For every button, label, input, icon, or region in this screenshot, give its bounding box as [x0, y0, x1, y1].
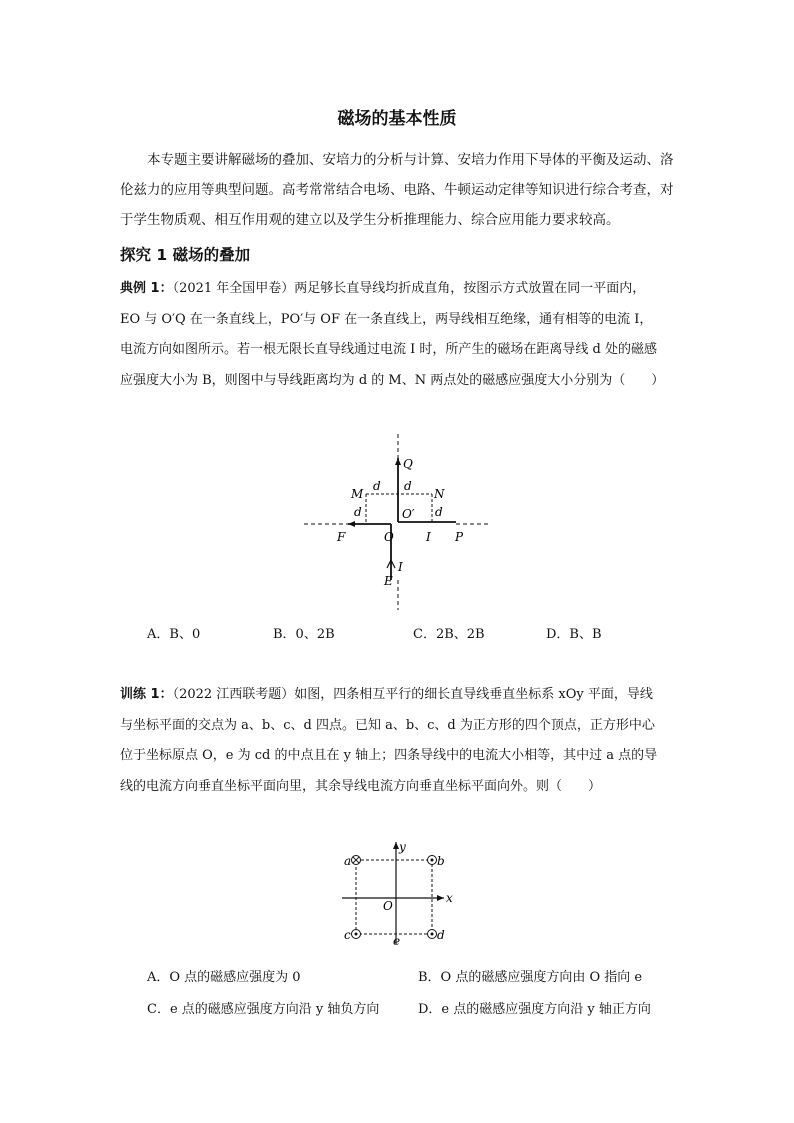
training-1-option-b[interactable]: B．O 点的磁感应强度方向由 O 指向 e	[418, 970, 643, 985]
label-d-right: d	[435, 505, 443, 519]
training-1-option-a[interactable]: A．O 点的磁感应强度为 0	[147, 970, 301, 985]
label-d: d	[437, 928, 445, 942]
label-d-left: d	[354, 505, 362, 519]
label-b: b	[437, 854, 445, 868]
wire-a-into-page-icon	[352, 856, 361, 865]
wire-b-out-of-page-icon	[428, 856, 437, 865]
label-e: E	[384, 574, 393, 588]
label-e: e	[393, 934, 401, 948]
page-title: 磁场的基本性质	[337, 109, 457, 129]
example-1-option-a[interactable]: A．B、0	[147, 627, 201, 642]
example-1-tag: 典例 1：	[120, 281, 173, 296]
example-1-figure	[300, 432, 492, 612]
label-i-right: I	[426, 530, 431, 544]
label-o-prime: O′	[402, 507, 415, 521]
training-1-figure	[336, 838, 460, 948]
intro-paragraph: 本专题主要讲解磁场的叠加、安培力的分析与计算、安培力作用下导体的平衡及运动、洛伦兹力的应用等典型问题。高考常常结合电场、电路、牛顿运动定律等知识进行综合考查，对于学生物质观、相互作用观的建立以及学生分析推理能力、综合应用能力要求较高。	[120, 152, 674, 228]
label-a: a	[344, 854, 352, 868]
example-1-option-c[interactable]: C．2B、2B	[413, 627, 485, 642]
label-p: P	[455, 530, 464, 544]
label-i-bottom: I	[398, 560, 403, 574]
label-m: M	[351, 487, 364, 501]
label-y: y	[399, 840, 406, 854]
wire-d-out-of-page-icon	[428, 930, 437, 939]
example-1-text	[120, 274, 665, 396]
label-f: F	[337, 530, 346, 544]
label-x: x	[446, 891, 453, 905]
training-1-option-c[interactable]: C．e 点的磁感应强度方向沿 y 轴负方向	[147, 1002, 380, 1017]
training-1-tag: 训练 1：	[120, 687, 173, 702]
training-1-option-d[interactable]: D．e 点的磁感应强度方向沿 y 轴正方向	[418, 1002, 651, 1017]
section-heading: 探究 1 磁场的叠加	[120, 246, 251, 264]
wire-c-out-of-page-icon	[352, 930, 361, 939]
training-1-text	[120, 680, 665, 802]
label-o: O	[384, 530, 394, 544]
example-1-body: （2021 年全国甲卷）两足够长直导线均折成直角，按图示方式放置在同一平面内，EO 与 O′Q 在一条直线上，PO′与 OF 在一条直线上，两导线相互绝缘，通有相等的电流 I，电流方向如图所示。若一根无限长直导线通过电流 I 时，所产生的磁场在距离导线 d 处的磁感应强度大小为 B，则图中与导线距离均为 d 的 M、N 两点处的磁感应强度大小分别为（ ）	[120, 281, 665, 388]
example-1-option-d[interactable]: D．B、B	[546, 627, 602, 642]
label-n: N	[434, 487, 445, 501]
label-c: c	[344, 928, 351, 942]
label-d-top-left: d	[373, 479, 381, 493]
label-d-top-right: d	[404, 479, 412, 493]
training-1-body: （2022 江西联考题）如图，四条相互平行的细长直导线垂直坐标系 xOy 平面，导线与坐标平面的交点为 a、b、c、d 四点。已知 a、b、c、d 为正方形的四个顶点，正方形中心位于坐标原点 O，e 为 cd 的中点且在 y 轴上；四条导线中的电流大小相等，其中过 a 点的导线的电流方向垂直坐标平面向里，其余导线电流方向垂直坐标平面向外。则（ ）	[120, 687, 658, 794]
dashed-square	[356, 860, 432, 934]
label-q: Q	[403, 457, 413, 471]
example-1-option-b[interactable]: B．0、2B	[273, 627, 335, 642]
label-o: O	[383, 899, 393, 913]
